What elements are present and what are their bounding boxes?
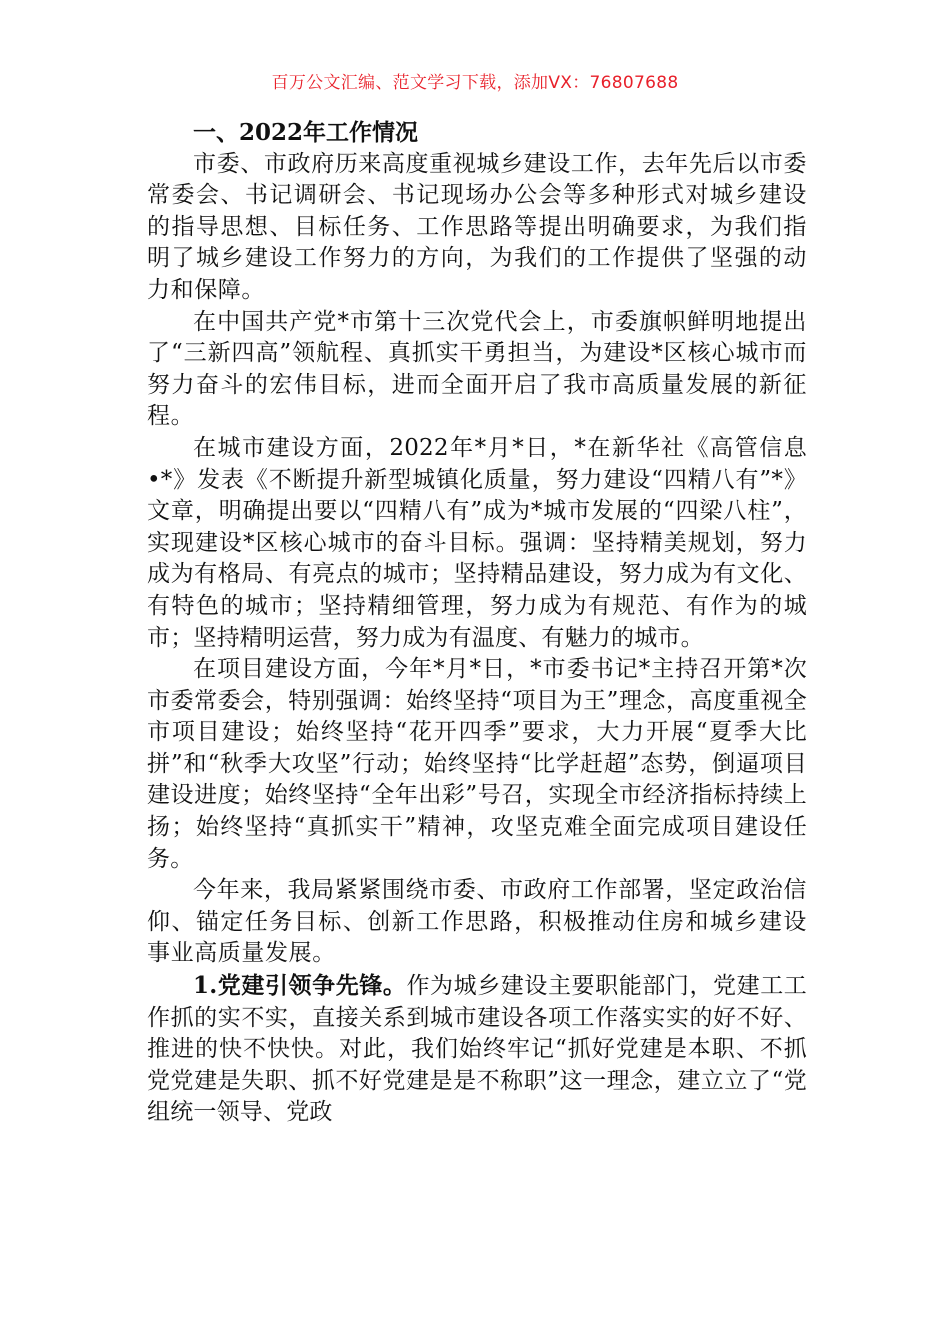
section-heading: 一、2022年工作情况 (193, 119, 419, 146)
watermark-banner: 百万公文汇编、范文学习下载，添加VX：76807688 (271, 73, 679, 93)
paragraph: 市委、市政府历来高度重视城乡建设工作，去年先后以市委常委会、书记调研会、书记现场办公会等多种形式对城乡建设的指导思想、目标任务、工作思路等提出明确要求，为我们指明了城乡建设工作努力的方向，为我们的工作提供了坚强的动力和保障。 (147, 150, 807, 303)
paragraph: 在中国共产党*市第十三次党代会上，市委旗帜鲜明地提出了“三新四高”领航程、真抓实干勇担当，为建设*区核心城市而努力奋斗的宏伟目标，进而全面开启了我市高质量发展的新征程。 (147, 308, 807, 430)
item-body: 作为城乡建设主要职能部门，党建工工作抓的实不实，直接关系到城市建设各项工作落实实的好不好、推进的快不快快。对此，我们始终牢记“抓好党建是本职、不抓党党建是失职、抓不好党建是是不称职”这一理念，建立立了“党组统一领导、党政 (147, 973, 807, 1126)
document-body (147, 117, 807, 1129)
paragraph: 今年来，我局紧紧围绕市委、市政府工作部署，坚定政治信仰、锚定任务目标、创新工作思路，积极推动住房和城乡建设事业高质量发展。 (147, 877, 807, 967)
paragraph-item-1 (147, 970, 807, 1129)
item-lead: 1.党建引领争先锋。 (193, 972, 407, 1000)
paragraph: 在项目建设方面，今年*月*日，*市委书记*主持召开第*次市委常委会，特别强调：始终坚持“项目为王”理念，高度重视全市项目建设；始终坚持“花开四季”要求，大力开展“夏季大比拼”和“秋季大攻坚”行动；始终坚持“比学赶超”态势，倒逼项目建设进度；始终坚持“全年出彩”号召，实现全市经济指标持续上扬；始终坚持“真抓实干”精神，攻坚克难全面完成项目建设任务。 (147, 656, 807, 872)
paragraph: 在城市建设方面，2022年*月*日，*在新华社《高管信息•*》发表《不断提升新型城镇化质量，努力建设“四精八有”*》文章，明确提出要以“四精八有”成为*城市发展的“四梁八柱”，实现建设*区核心城市的奋斗目标。强调：坚持精美规划，努力成为有格局、有亮点的城市；坚持精品建设，努力成为有文化、有特色的城市；坚持精细管理，努力成为有规范、有作为的城市；坚持精明运营，努力成为有温度、有魅力的城市。 (147, 434, 807, 651)
